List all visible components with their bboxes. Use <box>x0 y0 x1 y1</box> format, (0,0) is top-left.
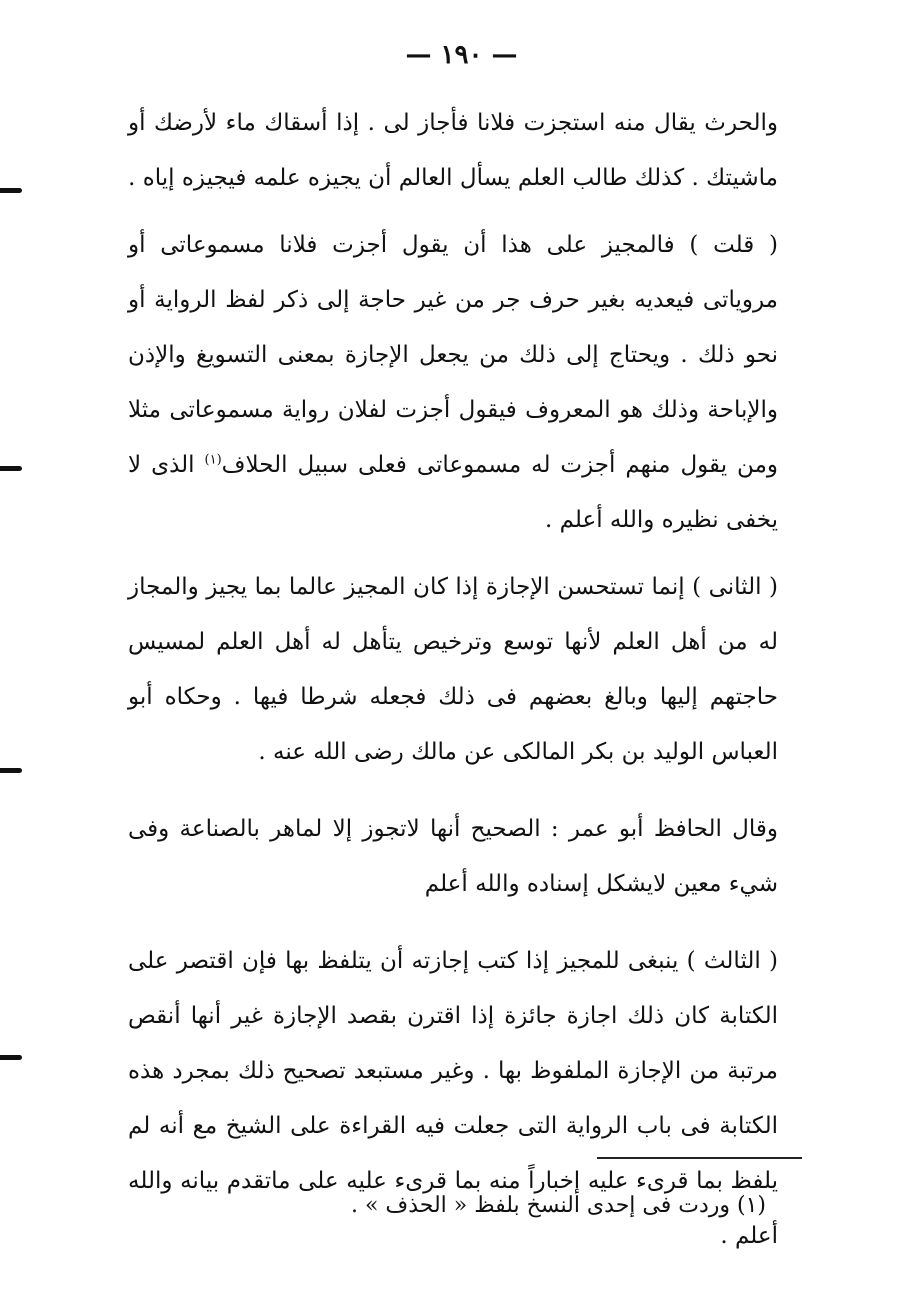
paragraph-2-text: ( قلت ) فالمجيز على هذا أن يقول أجزت فلانا مسموعاتى أو مروياتى فيعديه بغير حرف جر من غير حاجة إلى ذكر لفظ الرواية أو نحو ذلك . ويحتاج إلى ذلك من يجعل الإجازة بمعنى التسويغ والإذن والإباحة وذلك هو المعروف فيقول أجزت لفلان رواية مسموعاتى مثلا ومن يقول منهم أجزت له مسموعاتى فعلى سبيل الحلاف <box>128 232 778 478</box>
margin-mark <box>0 1055 22 1060</box>
paragraph-5: ( الثالث ) ينبغى للمجيز إذا كتب إجازته أن يتلفظ بها فإن اقتصر على الكتابة كان ذلك اجازة جائزة إذا اقترن بقصد الإجازة غير أنها أنقص مرتبة من الإجازة الملفوظ بها . وغير مستبعد تصحيح ذلك بمجرد هذه الكتابة فى باب الرواية التى جعلت فيه القراءة على الشيخ مع أنه لم يلفظ بما قرىء عليه إخباراً منه بما قرىء عليه على ماتقدم بيانه والله أعلم . <box>128 948 778 1249</box>
footnote: (١) وردت فى إحدى النسخ بلفظ « الحذف » . <box>350 1193 766 1218</box>
footnote-separator <box>597 1157 802 1159</box>
margin-mark <box>0 466 22 471</box>
paragraph-3: ( الثانى ) إنما تستحسن الإجازة إذا كان المجيز عالما بما يجيز والمجاز له من أهل العلم لأنها توسع وترخيص يتأهل له أهل العلم لمسيس حاجتهم إليها وبالغ بعضهم فى ذلك فجعله شرطا فيها . وحكاه أبو العباس الوليد بن بكر المالكى عن مالك رضى الله عنه . <box>128 574 778 765</box>
footnote-reference[interactable]: (١) <box>204 452 222 468</box>
main-text <box>128 96 778 1264</box>
paragraph-2-tail: الذى لا يخفى نظيره والله أعلم . <box>128 452 778 533</box>
page-number: — ١٩٠ — <box>405 40 518 70</box>
margin-mark <box>0 768 22 773</box>
paragraph-1: والحرث يقال منه استجزت فلانا فأجاز لى . إذا أسقاك ماء لأرضك أو ماشيتك . كذلك طالب العلم يسأل العالم أن يجيزه علمه فيجيزه إياه . <box>128 110 778 191</box>
paragraph-2 <box>128 218 778 548</box>
margin-mark <box>0 188 22 193</box>
paragraph-4: وقال الحافظ أبو عمر : الصحيح أنها لاتجوز إلا لماهر بالصناعة وفى شيء معين لايشكل إسناده والله أعلم <box>128 816 778 897</box>
